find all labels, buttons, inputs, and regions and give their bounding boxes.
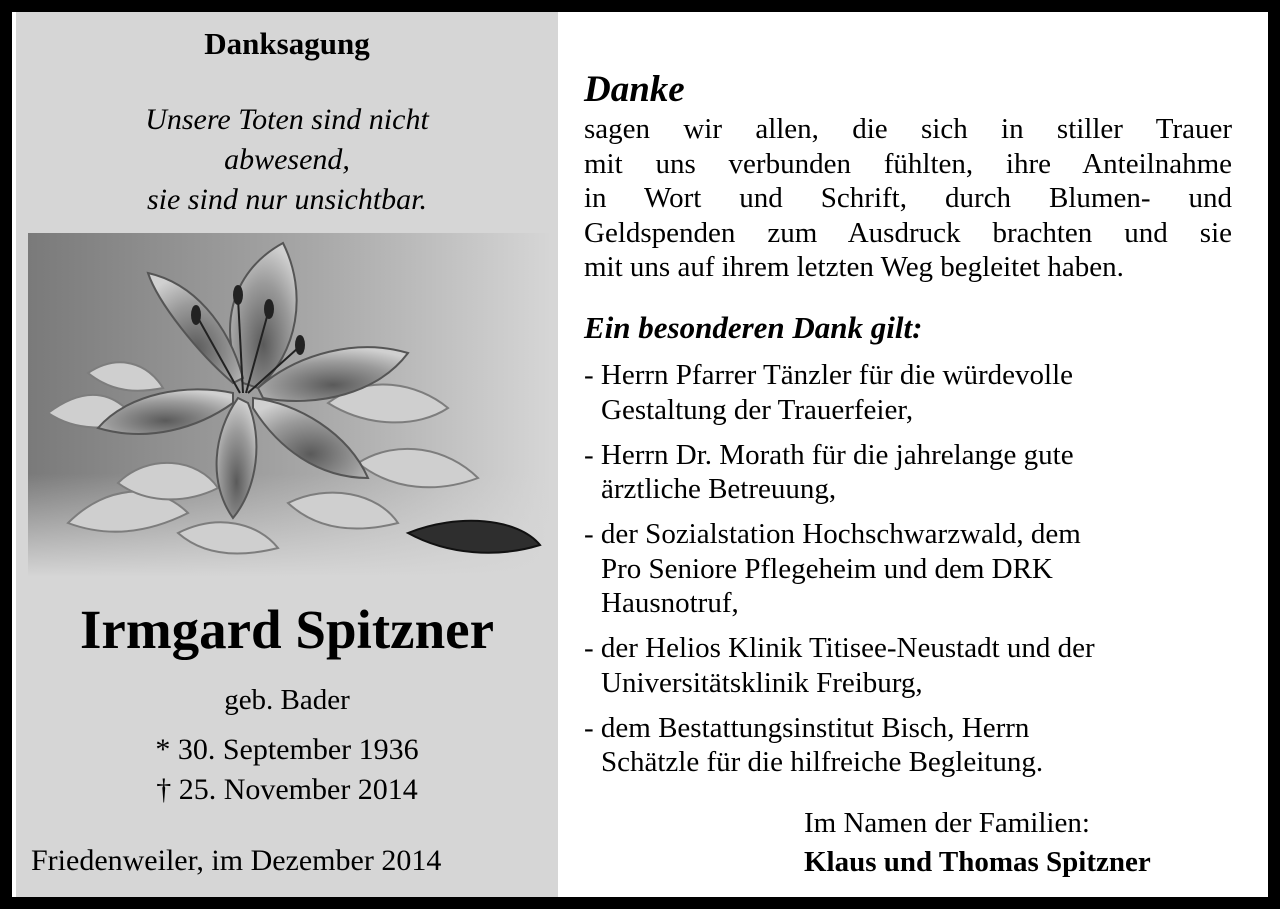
birth-name: geb. Bader bbox=[224, 684, 350, 716]
list-item-line: - der Helios Klinik Titisee-Neustadt und der bbox=[584, 632, 1095, 664]
deceased-name: Irmgard Spitzner bbox=[80, 599, 494, 660]
thanks-heading: Danke bbox=[584, 69, 685, 110]
list-item bbox=[584, 631, 1244, 700]
signature-names: Klaus und Thomas Spitzner bbox=[804, 846, 1151, 878]
list-item-line: - dem Bestattungsinstitut Bisch, Herrn bbox=[584, 711, 1030, 744]
signature-intro: Im Namen der Familien: bbox=[804, 807, 1090, 839]
poem bbox=[16, 100, 558, 220]
special-thanks-heading: Ein besonderen Dank gilt: bbox=[584, 310, 923, 345]
paragraph-line: sagen wir allen, die sich in stiller Trauer bbox=[584, 113, 1232, 145]
paragraph-line: in Wort und Schrift, durch Blumen- und bbox=[584, 182, 1232, 214]
poem-line: sie sind nur unsichtbar. bbox=[146, 183, 428, 216]
list-item bbox=[584, 438, 1244, 507]
thanks-paragraph bbox=[584, 112, 1232, 285]
death-date: † 25. November 2014 bbox=[156, 773, 418, 806]
place-and-date: Friedenweiler, im Dezember 2014 bbox=[31, 844, 442, 877]
lily-flower-image bbox=[28, 233, 552, 577]
list-item-line: - Herrn Dr. Morath für die jahrelange gute bbox=[584, 438, 1074, 471]
birth-date: * 30. September 1936 bbox=[155, 733, 419, 766]
list-item bbox=[584, 711, 1244, 780]
right-panel bbox=[560, 12, 1268, 897]
paragraph-line: Geldspenden zum Ausdruck brachten und sie bbox=[584, 216, 1232, 249]
list-item-line: Hausnotruf, bbox=[601, 587, 739, 619]
list-item-line: ärztliche Betreuung, bbox=[601, 473, 837, 505]
left-panel bbox=[16, 12, 558, 897]
signature-block bbox=[804, 804, 1151, 882]
list-item-line: - Herrn Pfarrer Tänzler für die würdevolle bbox=[584, 359, 1074, 391]
paragraph-line: mit uns verbunden fühlten, ihre Anteilnahme bbox=[584, 147, 1232, 180]
list-item-line: Gestaltung der Trauerfeier, bbox=[601, 393, 914, 426]
notice-title: Danksagung bbox=[204, 26, 370, 61]
list-item bbox=[584, 517, 1244, 621]
paragraph-line: mit uns auf ihrem letzten Weg begleitet haben. bbox=[584, 251, 1124, 283]
thanks-list bbox=[584, 358, 1244, 790]
list-item-line: - der Sozialstation Hochschwarzwald, dem bbox=[584, 518, 1081, 550]
poem-line: abwesend, bbox=[224, 143, 350, 176]
list-item-line: Schätzle für die hilfreiche Begleitung. bbox=[601, 746, 1044, 778]
list-item bbox=[584, 358, 1244, 427]
poem-line: Unsere Toten sind nicht bbox=[145, 103, 429, 136]
list-item-line: Pro Seniore Pflegeheim und dem DRK bbox=[601, 552, 1053, 585]
list-item-line: Universitätsklinik Freiburg, bbox=[601, 666, 923, 699]
life-dates bbox=[16, 730, 558, 810]
